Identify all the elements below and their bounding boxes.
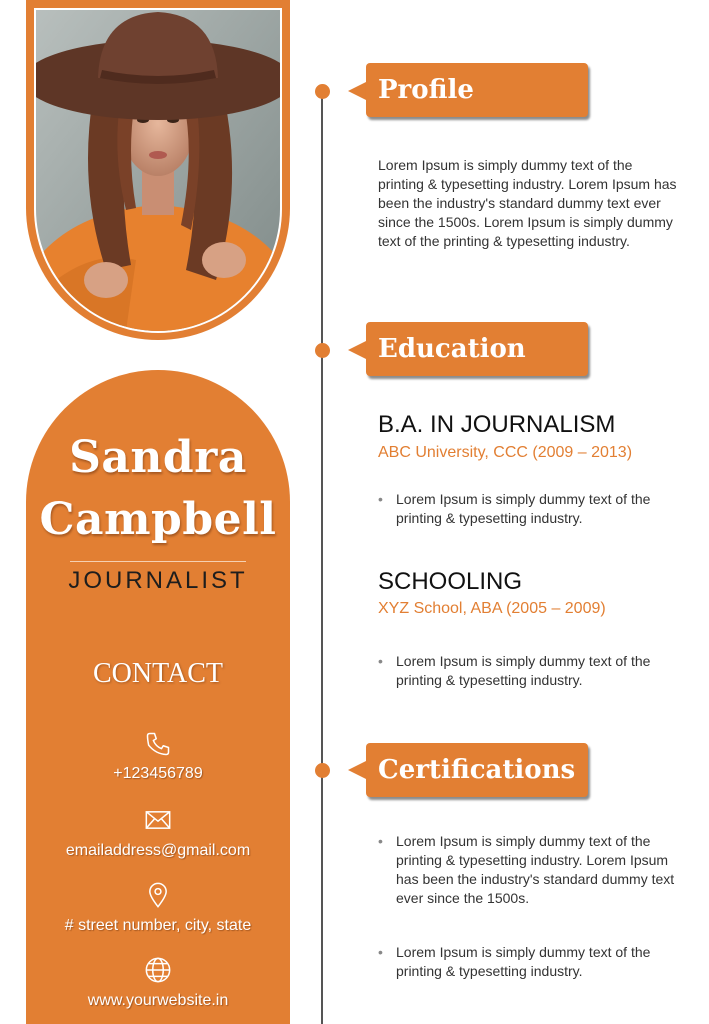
certifications-label-pointer [348,761,366,779]
education-label-pointer [348,341,366,359]
bullet-marker: • [378,491,383,507]
first-name: Sandra [69,432,247,483]
profile-text: Lorem Ipsum is simply dummy text of the printing & typesetting industry. Lorem Ipsum has been the industry's standard dummy text ever since the 1500s. Lorem Ipsum is simply dummy text of the printing & typesetting industry. [378,157,677,249]
certification-bullet-text: Lorem Ipsum is simply dummy text of the printing & typesetting industry. [396,944,651,979]
certifications-heading: Certifications [366,743,588,797]
location-pin-icon [144,881,172,909]
education-bullet-text: Lorem Ipsum is simply dummy text of the printing & typesetting industry. [396,653,651,688]
degree-title: SCHOOLING [378,568,523,595]
profile-photo [36,10,280,331]
last-name: Campbell [39,494,277,545]
bullet-marker: • [378,944,383,960]
profile-label-pointer [348,82,366,100]
list-item [378,943,678,981]
profile-heading: Profile [366,63,588,117]
timeline-line [321,90,323,1024]
envelope-icon [144,806,172,834]
contact-heading: CONTACT [93,658,223,689]
list-item [378,832,678,908]
phone-icon [144,730,172,758]
certification-bullet-text: Lorem Ipsum is simply dummy text of the printing & typesetting industry. Lorem Ipsum has been the industry's standard dummy text ever since the 1500s. [396,833,675,906]
email-address[interactable]: emailaddress@gmail.com [65,842,251,859]
education-heading: Education [366,322,588,376]
timeline-dot-profile [315,84,330,99]
institution-name: ABC University, CCC (2009 – 2013) [378,444,633,461]
list-item [378,652,678,690]
institution-name: XYZ School, ABA (2005 – 2009) [378,600,606,617]
bullet-marker: • [378,653,383,669]
profile-photo-frame [34,8,282,333]
street-address: # street number, city, state [64,917,252,934]
job-title: JOURNALIST [68,567,248,594]
phone-number[interactable]: +123456789 [113,765,203,782]
education-bullet-text: Lorem Ipsum is simply dummy text of the printing & typesetting industry. [396,491,651,526]
bullet-marker: • [378,833,383,849]
globe-icon [144,956,172,984]
degree-title: B.A. IN JOURNALISM [378,411,616,438]
list-item [378,490,678,528]
website-url[interactable]: www.yourwebsite.in [87,992,229,1009]
timeline-dot-certifications [315,763,330,778]
name-divider [70,561,246,562]
timeline-dot-education [315,343,330,358]
